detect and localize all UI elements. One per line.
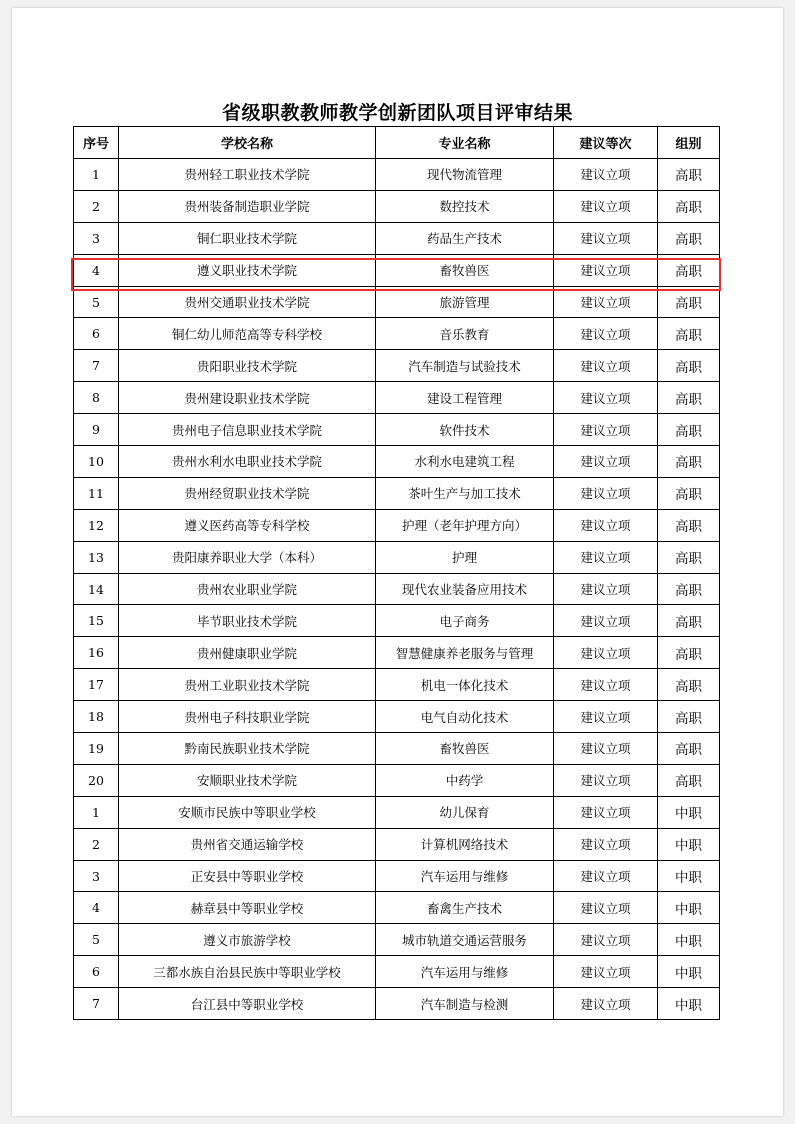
cell-major: 畜牧兽医	[376, 254, 554, 286]
table-row	[74, 733, 720, 765]
table-body	[74, 159, 720, 1020]
cell-school: 贵阳职业技术学院	[119, 350, 376, 382]
cell-index: 1	[74, 159, 119, 191]
table-row	[74, 828, 720, 860]
cell-school: 贵州轻工职业技术学院	[119, 159, 376, 191]
document-page	[12, 8, 783, 1116]
cell-grade: 建议立项	[554, 860, 658, 892]
cell-group: 高职	[658, 669, 720, 701]
cell-school: 遵义职业技术学院	[119, 254, 376, 286]
table-row	[74, 509, 720, 541]
cell-grade: 建议立项	[554, 318, 658, 350]
cell-index: 7	[74, 988, 119, 1020]
cell-index: 5	[74, 924, 119, 956]
cell-grade: 建议立项	[554, 541, 658, 573]
cell-grade: 建议立项	[554, 701, 658, 733]
cell-major: 计算机网络技术	[376, 828, 554, 860]
document-title: 省级职教教师教学创新团队项目评审结果	[221, 102, 573, 124]
cell-school: 遵义医药高等专科学校	[119, 509, 376, 541]
cell-major: 建设工程管理	[376, 382, 554, 414]
cell-major: 汽车运用与维修	[376, 956, 554, 988]
cell-major: 汽车制造与试验技术	[376, 350, 554, 382]
cell-major: 数控技术	[376, 190, 554, 222]
cell-group: 高职	[658, 286, 720, 318]
cell-group: 中职	[658, 892, 720, 924]
cell-group: 高职	[658, 254, 720, 286]
cell-major: 畜牧兽医	[376, 733, 554, 765]
cell-grade: 建议立项	[554, 669, 658, 701]
table-row	[74, 956, 720, 988]
cell-school: 遵义市旅游学校	[119, 924, 376, 956]
cell-index: 8	[74, 382, 119, 414]
cell-index: 17	[74, 669, 119, 701]
cell-index: 1	[74, 796, 119, 828]
cell-grade: 建议立项	[554, 477, 658, 509]
cell-grade: 建议立项	[554, 446, 658, 478]
cell-school: 贵州电子信息职业技术学院	[119, 414, 376, 446]
table-row	[74, 446, 720, 478]
cell-index: 4	[74, 892, 119, 924]
cell-group: 中职	[658, 796, 720, 828]
cell-group: 高职	[658, 318, 720, 350]
cell-group: 高职	[658, 701, 720, 733]
header-group: 组别	[658, 127, 720, 159]
cell-grade: 建议立项	[554, 796, 658, 828]
table-row	[74, 477, 720, 509]
cell-index: 7	[74, 350, 119, 382]
cell-group: 高职	[658, 509, 720, 541]
table-row	[74, 414, 720, 446]
cell-school: 赫章县中等职业学校	[119, 892, 376, 924]
table-row	[74, 382, 720, 414]
cell-group: 高职	[658, 764, 720, 796]
cell-index: 2	[74, 190, 119, 222]
table-row	[74, 286, 720, 318]
cell-major: 护理	[376, 541, 554, 573]
cell-grade: 建议立项	[554, 956, 658, 988]
table-row	[74, 701, 720, 733]
cell-grade: 建议立项	[554, 924, 658, 956]
cell-grade: 建议立项	[554, 605, 658, 637]
table-row	[74, 669, 720, 701]
cell-grade: 建议立项	[554, 222, 658, 254]
cell-major: 中药学	[376, 764, 554, 796]
cell-school: 铜仁幼儿师范高等专科学校	[119, 318, 376, 350]
cell-group: 高职	[658, 573, 720, 605]
cell-major: 旅游管理	[376, 286, 554, 318]
cell-index: 13	[74, 541, 119, 573]
table-row	[74, 350, 720, 382]
cell-major: 汽车制造与检测	[376, 988, 554, 1020]
cell-school: 台江县中等职业学校	[119, 988, 376, 1020]
table-row	[74, 159, 720, 191]
table-row	[74, 254, 720, 286]
cell-major: 畜禽生产技术	[376, 892, 554, 924]
table-row	[74, 605, 720, 637]
cell-school: 贵州工业职业技术学院	[119, 669, 376, 701]
results-table	[73, 126, 720, 1020]
table-row	[74, 573, 720, 605]
cell-school: 贵州交通职业技术学院	[119, 286, 376, 318]
cell-school: 安顺市民族中等职业学校	[119, 796, 376, 828]
cell-major: 药品生产技术	[376, 222, 554, 254]
header-index: 序号	[74, 127, 119, 159]
cell-grade: 建议立项	[554, 733, 658, 765]
cell-index: 4	[74, 254, 119, 286]
cell-major: 茶叶生产与加工技术	[376, 477, 554, 509]
cell-school: 三都水族自治县民族中等职业学校	[119, 956, 376, 988]
cell-grade: 建议立项	[554, 382, 658, 414]
cell-index: 19	[74, 733, 119, 765]
cell-grade: 建议立项	[554, 254, 658, 286]
table-row	[74, 892, 720, 924]
cell-index: 11	[74, 477, 119, 509]
table-row	[74, 764, 720, 796]
cell-major: 电气自动化技术	[376, 701, 554, 733]
cell-group: 高职	[658, 190, 720, 222]
cell-group: 高职	[658, 605, 720, 637]
cell-grade: 建议立项	[554, 190, 658, 222]
cell-group: 中职	[658, 860, 720, 892]
cell-school: 贵州农业职业学院	[119, 573, 376, 605]
cell-major: 水利水电建筑工程	[376, 446, 554, 478]
cell-group: 高职	[658, 637, 720, 669]
cell-major: 智慧健康养老服务与管理	[376, 637, 554, 669]
cell-group: 高职	[658, 733, 720, 765]
cell-group: 中职	[658, 828, 720, 860]
cell-grade: 建议立项	[554, 350, 658, 382]
cell-grade: 建议立项	[554, 828, 658, 860]
table-row	[74, 190, 720, 222]
table-row	[74, 796, 720, 828]
cell-group: 高职	[658, 541, 720, 573]
cell-group: 高职	[658, 382, 720, 414]
cell-group: 高职	[658, 477, 720, 509]
cell-major: 幼儿保育	[376, 796, 554, 828]
cell-index: 2	[74, 828, 119, 860]
header-school: 学校名称	[119, 127, 376, 159]
cell-school: 贵州装备制造职业学院	[119, 190, 376, 222]
table-row	[74, 541, 720, 573]
cell-grade: 建议立项	[554, 637, 658, 669]
cell-grade: 建议立项	[554, 414, 658, 446]
cell-index: 12	[74, 509, 119, 541]
cell-group: 高职	[658, 414, 720, 446]
cell-major: 护理（老年护理方向）	[376, 509, 554, 541]
cell-index: 14	[74, 573, 119, 605]
cell-major: 现代物流管理	[376, 159, 554, 191]
table-row	[74, 988, 720, 1020]
cell-index: 3	[74, 860, 119, 892]
cell-group: 高职	[658, 350, 720, 382]
table-row	[74, 637, 720, 669]
cell-major: 城市轨道交通运营服务	[376, 924, 554, 956]
cell-school: 贵州健康职业学院	[119, 637, 376, 669]
cell-index: 6	[74, 318, 119, 350]
cell-grade: 建议立项	[554, 988, 658, 1020]
cell-school: 安顺职业技术学院	[119, 764, 376, 796]
cell-grade: 建议立项	[554, 286, 658, 318]
cell-index: 20	[74, 764, 119, 796]
header-major: 专业名称	[376, 127, 554, 159]
cell-major: 软件技术	[376, 414, 554, 446]
cell-school: 铜仁职业技术学院	[119, 222, 376, 254]
cell-group: 高职	[658, 159, 720, 191]
cell-index: 3	[74, 222, 119, 254]
cell-major: 汽车运用与维修	[376, 860, 554, 892]
cell-group: 高职	[658, 222, 720, 254]
table-row	[74, 318, 720, 350]
cell-index: 16	[74, 637, 119, 669]
cell-grade: 建议立项	[554, 892, 658, 924]
cell-school: 贵州建设职业技术学院	[119, 382, 376, 414]
cell-school: 毕节职业技术学院	[119, 605, 376, 637]
cell-group: 中职	[658, 924, 720, 956]
cell-index: 18	[74, 701, 119, 733]
table-row	[74, 222, 720, 254]
cell-school: 贵阳康养职业大学（本科）	[119, 541, 376, 573]
cell-grade: 建议立项	[554, 764, 658, 796]
table-header-row	[74, 127, 720, 159]
cell-school: 贵州经贸职业技术学院	[119, 477, 376, 509]
cell-grade: 建议立项	[554, 509, 658, 541]
cell-index: 15	[74, 605, 119, 637]
cell-major: 现代农业装备应用技术	[376, 573, 554, 605]
cell-school: 正安县中等职业学校	[119, 860, 376, 892]
cell-group: 高职	[658, 446, 720, 478]
cell-grade: 建议立项	[554, 573, 658, 605]
cell-group: 中职	[658, 956, 720, 988]
cell-school: 贵州水利水电职业技术学院	[119, 446, 376, 478]
cell-grade: 建议立项	[554, 159, 658, 191]
cell-index: 9	[74, 414, 119, 446]
cell-school: 贵州电子科技职业学院	[119, 701, 376, 733]
cell-major: 音乐教育	[376, 318, 554, 350]
cell-school: 黔南民族职业技术学院	[119, 733, 376, 765]
cell-major: 电子商务	[376, 605, 554, 637]
header-grade: 建议等次	[554, 127, 658, 159]
cell-index: 6	[74, 956, 119, 988]
cell-index: 10	[74, 446, 119, 478]
cell-index: 5	[74, 286, 119, 318]
cell-school: 贵州省交通运输学校	[119, 828, 376, 860]
table-row	[74, 860, 720, 892]
cell-group: 中职	[658, 988, 720, 1020]
cell-major: 机电一体化技术	[376, 669, 554, 701]
table-row	[74, 924, 720, 956]
